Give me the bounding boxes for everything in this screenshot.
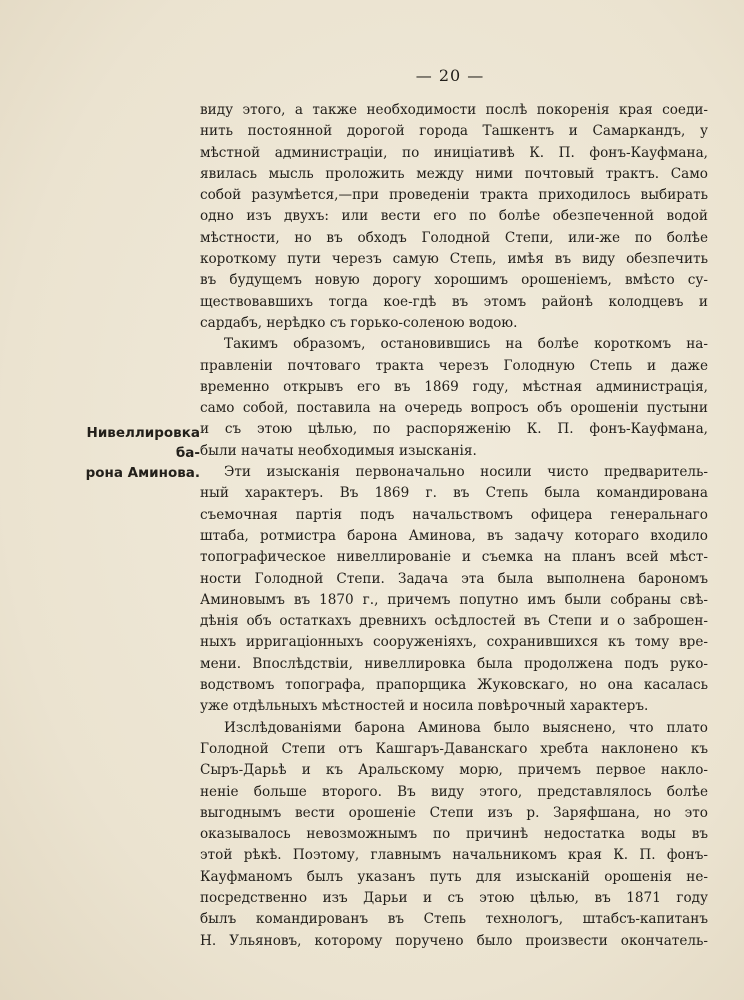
margin-note-line: рона Аминова.	[85, 465, 200, 481]
margin-note	[62, 423, 200, 483]
text-line: Голодной Степи отъ Кашгаръ-Даванскаго хребта наклонено къ	[200, 740, 708, 757]
text-line: явилась мысль проложить между ними почтовый трактъ. Само	[200, 165, 708, 182]
text-line: топографическое нивеллированіе и съемка на планъ всей мѣст-	[200, 549, 708, 566]
text-line: Кауфманомъ былъ указанъ путь для изысканій орошенія не-	[200, 868, 708, 885]
margin-note-line: Нивеллировка ба-	[86, 425, 200, 461]
text-line: и съ этою цѣлью, по распоряженію К. П. фонъ-Кауфмана,	[200, 421, 708, 438]
text-line: Эти изысканія первоначально носили чисто предваритель-	[224, 464, 708, 481]
text-line: Изслѣдованіями барона Аминова было выяснено, что плато	[224, 719, 708, 736]
text-line: виду этого, а также необходимости послѣ покоренія края соеди-	[200, 102, 708, 118]
text-line: одно изъ двухъ: или вести его по болѣе обезпеченной водой	[200, 208, 708, 225]
text-line: ныхъ ирригаціонныхъ сооруженіяхъ, сохранившихся къ тому вре-	[200, 634, 708, 651]
text-line: уже отдѣльныхъ мѣстностей и носила повѣрочный характеръ.	[200, 698, 649, 715]
text-line: былъ командированъ въ Степь технологъ, штабсъ-капитанъ	[200, 911, 708, 928]
text-line: этой рѣкѣ. Поэтому, главнымъ начальникомъ края К. П. фонъ-	[200, 847, 708, 864]
text-line: Н. Ульяновъ, которому поручено было произвести окончатель-	[200, 932, 708, 949]
text-line: короткому пути черезъ самую Степь, имѣя въ виду обезпечить	[200, 251, 708, 268]
text-line: само собой, поставила на очередь вопросъ объ орошеніи пустыни	[200, 400, 708, 417]
page-number: — 20 —	[415, 66, 485, 85]
text-line: выгоднымъ вести орошеніе Степи изъ р. Заряфшана, но это	[200, 804, 708, 821]
paragraph-2	[200, 334, 708, 462]
text-line: неніе больше второго. Въ виду этого, представлялось болѣе	[200, 783, 708, 800]
text-line: мѣстности, но въ обходъ Голодной Степи, или-же по болѣе	[200, 229, 708, 246]
text-line: ществовавшихъ тогда кое-гдѣ въ этомъ районѣ колодцевъ и	[200, 293, 708, 310]
text-line: Сыръ-Дарьѣ и къ Аральскому морю, причемъ первое накло-	[200, 762, 708, 779]
text-line: ный характеръ. Въ 1869 г. въ Степь была командирована	[200, 485, 708, 502]
text-line: дѣнія объ остаткахъ древнихъ осѣдлостей въ Степи и о заброшен-	[200, 613, 708, 630]
paragraph-1	[200, 100, 708, 334]
text-line: съемочная партія подъ начальствомъ офицера генеральнаго	[200, 506, 708, 523]
paragraph-3	[200, 462, 708, 718]
text-line: собой разумѣется,—при проведеніи тракта приходилось выбирать	[200, 187, 708, 204]
text-line: Аминовымъ въ 1870 г., причемъ попутно имъ были собраны свѣ-	[200, 591, 708, 608]
body-text	[200, 100, 708, 952]
text-line: Такимъ образомъ, остановившись на болѣе короткомъ на-	[224, 336, 708, 353]
text-line: ности Голодной Степи. Задача эта была выполнена барономъ	[200, 570, 708, 587]
text-line: штаба, ротмистра барона Аминова, въ задачу котораго входило	[200, 527, 708, 544]
text-line: были начаты необходимыя изысканія.	[200, 442, 477, 459]
text-line: мѣстной администраціи, по иниціативѣ К. П. фонъ-Кауфмана,	[200, 144, 708, 161]
text-line: въ будущемъ новую дорогу хорошимъ орошеніемъ, вмѣсто су-	[200, 272, 708, 289]
text-line: водствомъ топографа, прапорщика Жуковскаго, но она касалась	[200, 677, 708, 694]
text-line: правленіи почтоваго тракта черезъ Голодную Степь и даже	[200, 357, 708, 374]
text-line: мени. Впослѣдствіи, нивеллировка была продолжена подъ руко-	[200, 655, 708, 672]
text-line: временно открывъ его въ 1869 году, мѣстная администрація,	[200, 378, 708, 395]
text-line: посредственно изъ Дарьи и съ этою цѣлью, въ 1871 году	[200, 889, 708, 906]
paragraph-4	[200, 718, 708, 952]
text-line: оказывалось невозможнымъ по причинѣ недостатка воды въ	[200, 826, 708, 843]
text-line: сардабъ, нерѣдко съ горько-соленою водою.	[200, 314, 518, 331]
text-line: нить постоянной дорогой города Ташкентъ и Самаркандъ, у	[200, 123, 708, 140]
